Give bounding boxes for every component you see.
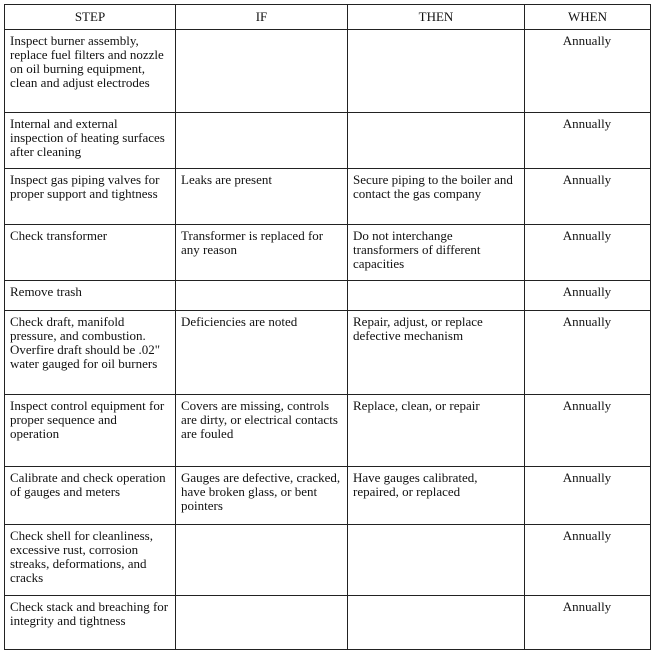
then-cell <box>348 281 525 311</box>
table-row <box>5 596 651 650</box>
table-row <box>5 467 651 525</box>
if-cell: Leaks are present <box>176 169 348 225</box>
if-cell: Deficiencies are noted <box>176 311 348 395</box>
if-cell: Transformer is replaced for any reason <box>176 225 348 281</box>
when-cell: Annually <box>525 113 651 169</box>
when-cell: Annually <box>525 225 651 281</box>
if-cell: Covers are missing, controls are dirty, or electrical contacts are fouled <box>176 395 348 467</box>
then-cell: Secure piping to the boiler and contact the gas company <box>348 169 525 225</box>
when-cell: Annually <box>525 525 651 596</box>
header-when: WHEN <box>525 5 651 30</box>
step-cell: Check stack and breaching for integrity and tightness <box>5 596 176 650</box>
table-row <box>5 30 651 113</box>
table-row <box>5 113 651 169</box>
when-cell: Annually <box>525 311 651 395</box>
when-cell: Annually <box>525 30 651 113</box>
step-cell: Check transformer <box>5 225 176 281</box>
table-row <box>5 225 651 281</box>
step-cell: Calibrate and check operation of gauges and meters <box>5 467 176 525</box>
then-cell: Replace, clean, or repair <box>348 395 525 467</box>
step-cell: Check draft, manifold pressure, and combustion. Overfire draft should be .02" water gauged for oil burners <box>5 311 176 395</box>
then-cell <box>348 525 525 596</box>
if-cell <box>176 596 348 650</box>
step-cell: Check shell for cleanliness, excessive rust, corrosion streaks, deformations, and cracks <box>5 525 176 596</box>
if-cell <box>176 281 348 311</box>
header-step: STEP <box>5 5 176 30</box>
table-row <box>5 169 651 225</box>
table-row <box>5 395 651 467</box>
then-cell: Do not interchange transformers of different capacities <box>348 225 525 281</box>
table-row <box>5 311 651 395</box>
then-cell <box>348 596 525 650</box>
when-cell: Annually <box>525 596 651 650</box>
table-row <box>5 525 651 596</box>
when-cell: Annually <box>525 467 651 525</box>
step-cell: Inspect control equipment for proper sequence and operation <box>5 395 176 467</box>
maintenance-table <box>4 4 651 650</box>
header-row <box>5 5 651 30</box>
step-cell: Inspect gas piping valves for proper support and tightness <box>5 169 176 225</box>
table-row <box>5 281 651 311</box>
when-cell: Annually <box>525 169 651 225</box>
when-cell: Annually <box>525 281 651 311</box>
step-cell: Inspect burner assembly, replace fuel filters and nozzle on oil burning equipment, clean and adjust electrodes <box>5 30 176 113</box>
step-cell: Remove trash <box>5 281 176 311</box>
then-cell <box>348 113 525 169</box>
header-if: IF <box>176 5 348 30</box>
if-cell <box>176 30 348 113</box>
then-cell <box>348 30 525 113</box>
maintenance-table-container <box>4 4 651 650</box>
if-cell: Gauges are defective, cracked, have broken glass, or bent pointers <box>176 467 348 525</box>
then-cell: Repair, adjust, or replace defective mechanism <box>348 311 525 395</box>
if-cell <box>176 525 348 596</box>
if-cell <box>176 113 348 169</box>
header-then: THEN <box>348 5 525 30</box>
step-cell: Internal and external inspection of heating surfaces after cleaning <box>5 113 176 169</box>
when-cell: Annually <box>525 395 651 467</box>
then-cell: Have gauges calibrated, repaired, or replaced <box>348 467 525 525</box>
